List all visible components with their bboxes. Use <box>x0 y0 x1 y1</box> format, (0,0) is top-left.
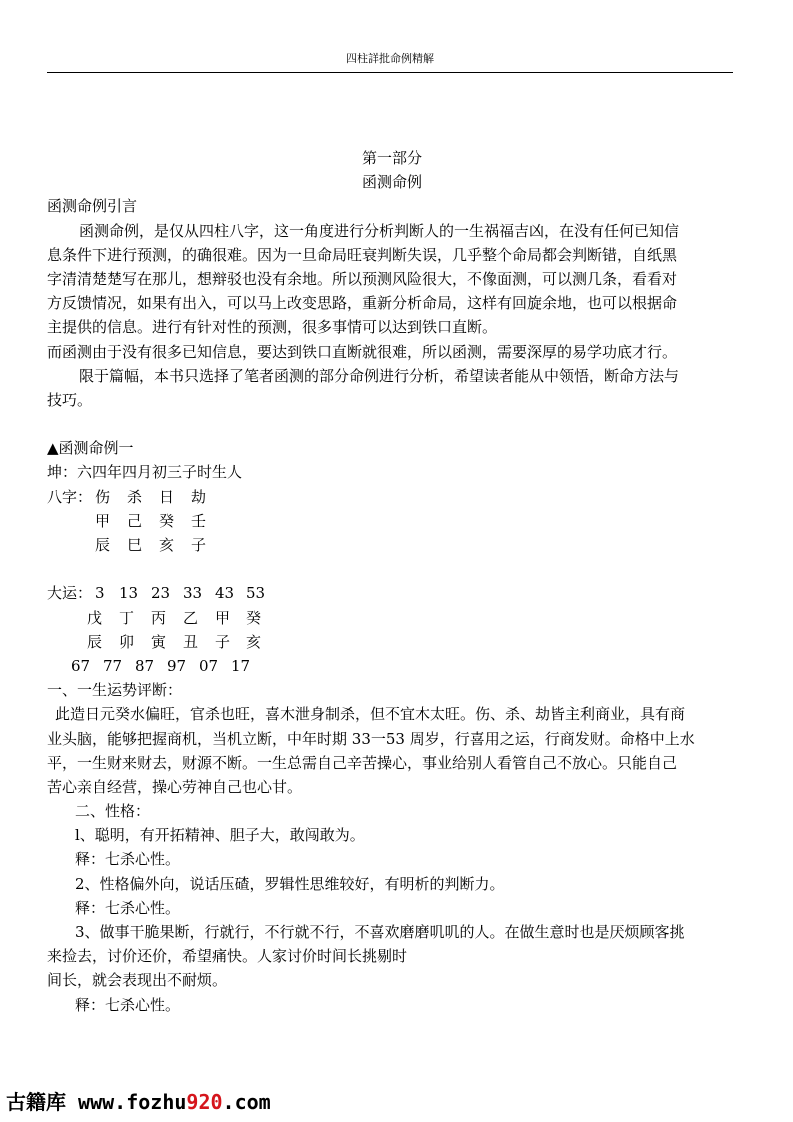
dayun-cell: 3 <box>95 584 105 603</box>
dayun-cell: 甲 <box>215 608 231 627</box>
bazi-label: 八字： <box>47 487 93 506</box>
section1-line: 苦心亲自经营，操心劳神自己也心甘。 <box>47 777 303 796</box>
page-content <box>47 146 737 1017</box>
dayun-cell: 乙 <box>183 608 199 627</box>
bazi-row-stems <box>47 509 737 533</box>
dayun-cell: 67 <box>71 656 91 675</box>
case-title: ▲函测命例一 <box>47 439 134 458</box>
section1-line: 平，一生财来财去，财源不断。一生总需自己辛苦操心，事业给别人看管自己不放心。只能自己 <box>47 753 678 772</box>
bazi-cell: 劫 <box>191 487 207 506</box>
intro-p1-line: 函测命例，是仅从四柱八字，这一角度进行分析判断人的一生祸福吉凶，在没有任何已知信 <box>79 221 680 240</box>
bazi-cell: 子 <box>191 536 207 554</box>
dayun-cell: 17 <box>231 656 251 675</box>
dayun-cell: 43 <box>215 584 235 603</box>
bazi-cell: 日 <box>159 487 175 506</box>
case-birth: 坤：六四年四月初三子时生人 <box>47 463 243 482</box>
intro-p2: 而函测由于没有很多已知信息，要达到铁口直断就很难，所以函测，需要深厚的易学功底才行。 <box>47 342 678 361</box>
intro-p3-line: 技巧。 <box>47 390 93 409</box>
bazi-cell: 伤 <box>95 487 111 506</box>
dayun-row-ages <box>47 581 737 605</box>
footer-brand: 古籍库 <box>6 1090 66 1114</box>
dayun-cell: 53 <box>246 584 266 603</box>
dayun-cell: 癸 <box>246 608 262 627</box>
dayun-cell: 寅 <box>151 632 167 651</box>
dayun-cell: 丙 <box>151 608 167 627</box>
footer-url-c: .com <box>222 1090 271 1114</box>
running-header: 四柱詳批命例精解 <box>346 52 434 65</box>
dayun-cell: 卯 <box>119 632 135 651</box>
note-1: 释：七杀心性。 <box>75 850 181 869</box>
dayun-label: 大运： <box>47 584 93 603</box>
trait-3-cont: 来捡去，讨价还价，希望痛快。人家讨价时间长挑剔时 <box>47 947 408 966</box>
intro-p1-line: 主提供的信息。进行有针对性的预测，很多事情可以达到铁口直断。 <box>47 318 498 337</box>
dayun-cell: 丁 <box>119 608 135 627</box>
note-3: 释：七杀心性。 <box>75 995 181 1014</box>
dayun-cell: 子 <box>215 632 231 651</box>
bazi-cell: 辰 <box>95 536 111 554</box>
bazi-cell: 甲 <box>95 511 111 530</box>
section1-title: 一、一生运势评断： <box>47 681 183 700</box>
bazi-row-branches <box>47 533 737 557</box>
dayun-cell: 戊 <box>87 608 103 627</box>
bazi-cell: 壬 <box>191 511 207 530</box>
header-rule <box>47 72 733 73</box>
intro-p1-line: 字清清楚楚写在那儿，想辩驳也没有余地。所以预测风险很大，不像面测，可以测几条，看看对 <box>47 269 678 288</box>
dayun-cell: 07 <box>199 656 219 675</box>
dayun-row-years <box>47 654 737 678</box>
bazi-cell: 癸 <box>159 511 175 530</box>
dayun-cell: 87 <box>135 656 155 675</box>
dayun-cell: 77 <box>103 656 123 675</box>
footer-url-a: www.fozhu <box>78 1090 187 1114</box>
bazi-row-tengods <box>47 485 737 509</box>
watermark-footer <box>6 1089 271 1115</box>
dayun-cell: 丑 <box>183 632 199 651</box>
dayun-cell: 33 <box>183 584 203 603</box>
section1-line: 此造日元癸水偏旺，官杀也旺，喜木泄身制杀，但不宜木太旺。伤、杀、劫皆主利商业，具有商 <box>55 705 686 724</box>
dayun-cell: 亥 <box>246 632 262 651</box>
dayun-cell: 97 <box>167 656 187 675</box>
trait-3-cont: 间长，就会表现出不耐烦。 <box>47 971 228 990</box>
intro-p3-line: 限于篇幅，本书只选择了笔者函测的部分命例进行分析，希望读者能从中领悟，断命方法与 <box>79 366 680 385</box>
trait-2: 2、性格偏外向，说话压碴，罗辑性思维较好，有明析的判断力。 <box>75 874 505 893</box>
intro-heading: 函测命例引言 <box>47 197 138 216</box>
bazi-cell: 亥 <box>159 536 175 554</box>
dayun-row-stems <box>47 606 737 630</box>
section2-title: 二、性格： <box>75 802 151 821</box>
note-2: 释：七杀心性。 <box>75 898 181 917</box>
dayun-cell: 辰 <box>87 632 103 651</box>
bazi-cell: 杀 <box>127 487 143 506</box>
intro-p1-line: 方反馈情况，如果有出入，可以马上改变思路，重新分析命局，这样有回旋余地，也可以根据命 <box>47 294 678 313</box>
footer-url-b: 920 <box>186 1090 223 1114</box>
bazi-cell: 巳 <box>127 536 143 554</box>
trait-3: 3、做事干脆果断，行就行，不行就不行，不喜欢磨磨叽叽的人。在做生意时也是厌烦顾客挑 <box>75 923 685 941</box>
bazi-cell: 己 <box>127 511 143 530</box>
section1-line: 业头脑，能够把握商机，当机立断，中年时期 33一53 周岁，行喜用之运，行商发财。命格中上水 <box>47 729 695 748</box>
intro-p1-line: 息条件下进行预测，的确很难。因为一旦命局旺衰判断失误，几乎整个命局都会判断错，自纸黑 <box>47 245 678 264</box>
section-title: 函测命例 <box>361 173 422 192</box>
trait-1: l、聪明，有开拓精神、胆子大，敢闯敢为。 <box>75 826 365 845</box>
dayun-cell: 13 <box>119 584 139 603</box>
dayun-cell: 23 <box>151 584 171 603</box>
part-title: 第一部分 <box>361 149 422 167</box>
dayun-row-branches <box>47 630 737 654</box>
